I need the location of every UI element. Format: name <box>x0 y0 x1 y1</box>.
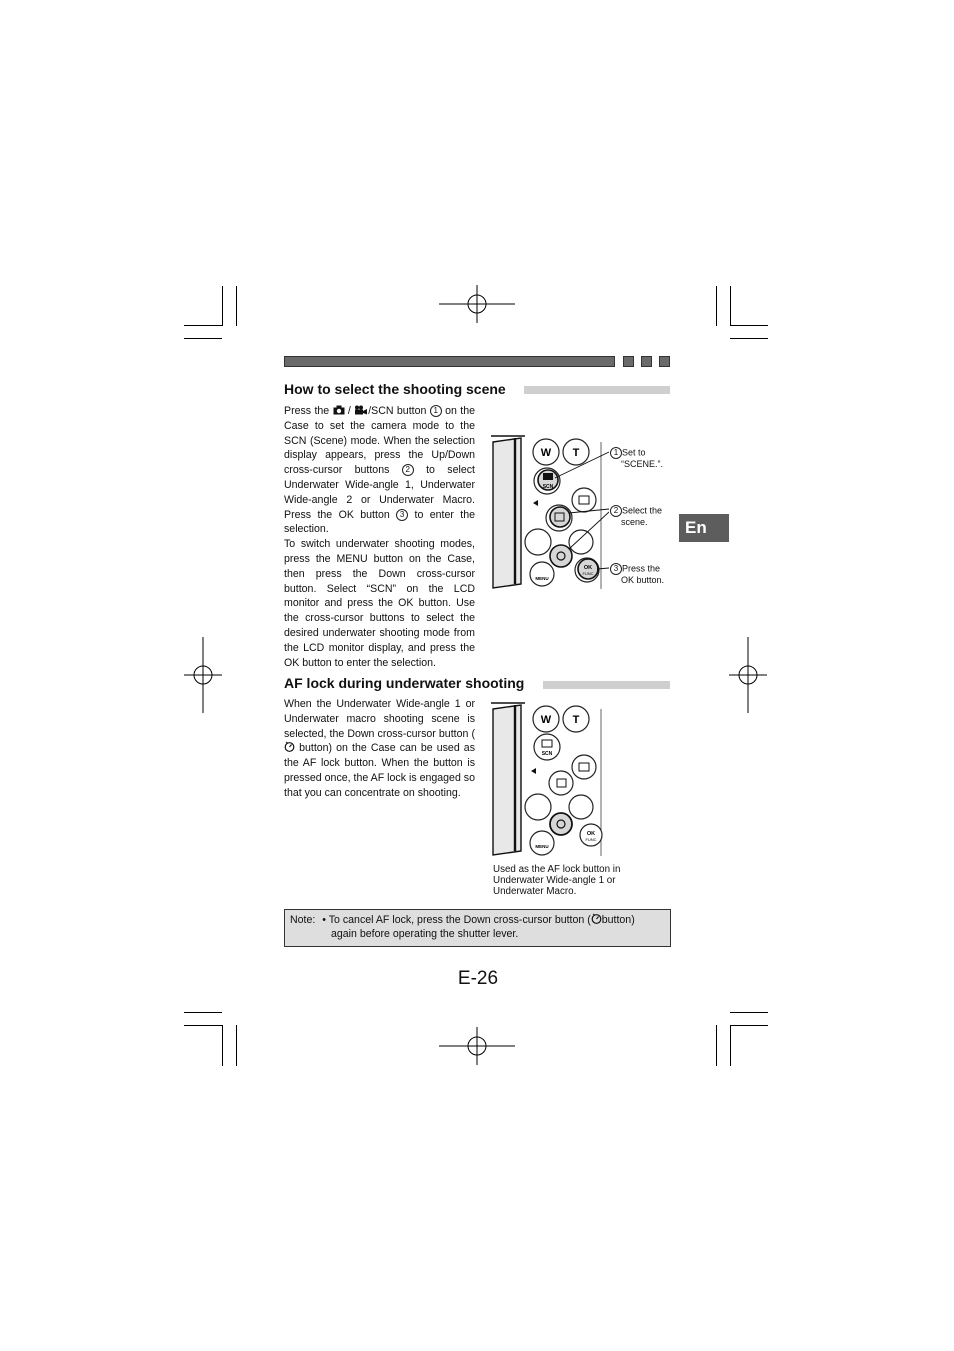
select-scene-text <box>284 404 475 670</box>
section-title-rule <box>543 681 670 689</box>
header-square <box>623 356 634 367</box>
section-title-select-scene: How to select the shooting scene <box>284 381 506 397</box>
case-buttons-figure-2 <box>491 701 609 859</box>
circled-number: 2 <box>402 464 414 476</box>
header-bar <box>284 356 615 367</box>
page-number: E-26 <box>457 968 499 989</box>
svg-text:SCN: SCN <box>541 751 553 757</box>
svg-text:FUNC: FUNC <box>582 571 594 576</box>
svg-text:T: T <box>572 714 580 726</box>
svg-text:OK: OK <box>586 831 596 837</box>
note-label: Note: <box>290 914 316 926</box>
figure-caption: Used as the AF lock button in Underwater Wide-angle 1 or Underwater Macro. <box>493 864 621 897</box>
af-lock-paragraph: When the Underwater Wide-angle 1 or Underwater macro shooting scene is selected, the Down cross-cursor button ( button) on the Case can be used as the AF lock button. When the button is pressed once, the AF lock is engaged so that you can concentrate on shooting. <box>284 698 475 799</box>
select-scene-paragraph-2: To switch underwater shooting modes, press the MENU button on the Case, then press the Down cross-cursor button. Select “SCN” on the LCD monitor and press the OK button. Use the cross-cursor buttons to select the desired underwater shooting mode from the LCD monitor display, and press the OK button to enter the selection. <box>284 538 475 669</box>
note-box: Note: • To cancel AF lock, press the Down cross-cursor button ( button) again before operating the shutter lever. <box>284 909 671 947</box>
language-tab: En <box>679 514 729 542</box>
svg-text:FUNC: FUNC <box>585 837 597 842</box>
svg-text:W: W <box>540 714 552 726</box>
case-buttons-figure-1 <box>491 434 609 592</box>
svg-text:MENU: MENU <box>535 844 549 849</box>
self-timer-icon <box>284 741 295 752</box>
circled-number: 1 <box>430 405 442 417</box>
af-lock-text <box>284 697 475 801</box>
svg-text:MENU: MENU <box>535 576 549 581</box>
callout-1: 1 Set to “SCENE.”. <box>610 447 663 469</box>
callout-3: 3 Press the OK button. <box>610 563 664 585</box>
movie-camera-icon <box>354 405 368 415</box>
self-timer-icon <box>591 913 602 924</box>
header-square <box>659 356 670 367</box>
svg-text:OK: OK <box>583 565 593 571</box>
camera-icon <box>333 405 345 415</box>
svg-text:W: W <box>540 447 552 459</box>
select-scene-paragraph-1: Press the / /SCN button 1 on the Case to set the camera mode to the SCN (Scene) mode. When the selection display appears, press the Up/Down cross-cursor buttons 2 to select Underwater Wide-angle 1, Underwater Wide-angle 2 or Underwater Macro. Press the OK button 3 to enter the selection. <box>284 405 475 536</box>
svg-text:SCN: SCN <box>542 484 554 490</box>
callout-2: 2 Select the scene. <box>610 505 662 527</box>
header-square <box>641 356 652 367</box>
svg-text:T: T <box>572 447 580 459</box>
section-title-rule <box>524 386 670 394</box>
section-title-af-lock: AF lock during underwater shooting <box>284 675 525 691</box>
circled-number: 3 <box>396 509 408 521</box>
